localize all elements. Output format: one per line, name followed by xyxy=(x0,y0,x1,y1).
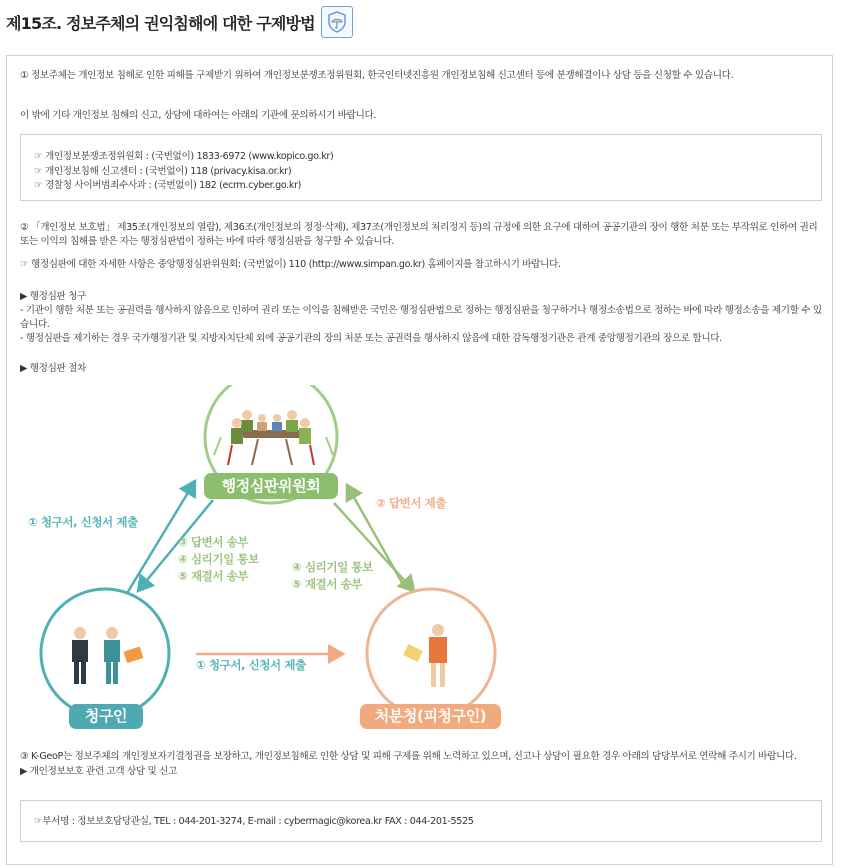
label-left-ruling: ⑤ 재결서 송부 xyxy=(178,569,249,583)
claim-line-1: - 기관이 행한 처분 또는 공권력을 행사하지 않음으로 인하여 권리 또는 이익을 침해받은 국민은 행정심판법으로 정하는 행정심판을 청구하거나 행정소송법으로 정하는 바에 따라 행정소송을 제기할 수 있 xyxy=(20,305,822,316)
claimant-label: 청구인 xyxy=(69,704,143,729)
contact-kisa: ☞ 개인정보침해 신고센터 : (국번없이) 118 (privacy.kisa.or.kr) xyxy=(34,166,292,177)
claim-heading: ▶ 행정심판 청구 xyxy=(20,291,86,302)
label-right-answer: ② 답변서 제출 xyxy=(376,496,447,510)
section2-line-2: 또는 이익의 침해를 받은 자는 행정심판법이 정하는 바에 따라 행정심판을 청구할 수 있습니다. xyxy=(20,236,394,247)
label-right-ruling: ⑤ 재결서 송부 xyxy=(292,577,363,591)
committee-label: 행정심판위원회 xyxy=(204,473,338,499)
simpan-note: ☞ 행정심판에 대한 자세한 사항은 중앙행정심판위원회: (국번없이) 110 (http://www.simpan.go.kr) 홈페이지를 참고하시기 바랍니다. xyxy=(20,259,561,270)
label-left-answer: ③ 답변서 송부 xyxy=(178,535,249,549)
section3-line-1: ③ K-GeoP는 정보주체의 개인정보자기결정권을 보장하고, 개인정보침해로 인한 상담 및 피해 구제를 위해 노력하고 있으며, 신고나 상담이 필요한 경우 아래의 담당부서로 연락해 주시기 바랍니다. xyxy=(20,751,797,762)
claimant-illustration xyxy=(41,589,169,717)
intro-line-1: ① 정보주체는 개인정보 침해로 인한 피해를 구제받기 위하여 개인정보분쟁조정위원회, 한국인터넷진흥원 개인정보침해 신고센터 등에 분쟁해결이나 상담 등을 신청할 수 있습니다. xyxy=(20,70,734,81)
title-row xyxy=(6,6,353,38)
department-contact: ☞부서명 : 정보보호담당관실, TEL : 044-201-3274, E-mail : cybermagic@korea.kr FAX : 044-201-5525 xyxy=(34,816,474,827)
section3-line-2: ▶ 개인정보보호 관련 고객 상담 및 신고 xyxy=(20,766,177,777)
section2-line-1: ② 「개인정보 보호법」 제35조(개인정보의 열람), 제36조(개인정보의 정정·삭제), 제37조(개인정보의 처리정지 등)의 규정에 의한 요구에 대하여 공공기관의 장이 행한 처분 또는 부작위로 인하여 권리 xyxy=(20,222,818,233)
agency-label: 처분청(피청구인) xyxy=(360,704,501,729)
procedure-diagram xyxy=(0,385,845,735)
label-left-submit: ① 청구서, 신청서 제출 xyxy=(28,515,138,529)
contact-kopico: ☞ 개인정보분쟁조정위원회 : (국번없이) 1833-6972 (www.kopico.go.kr) xyxy=(34,151,334,162)
intro-line-2: 이 밖에 기타 개인정보 침해의 신고, 상담에 대하여는 아래의 기관에 문의하시기 바랍니다. xyxy=(20,110,377,121)
label-right-hearing: ④ 심리기일 통보 xyxy=(292,560,373,574)
label-bottom-submit: ① 청구서, 신청서 제출 xyxy=(196,658,306,672)
claim-line-3: - 행정심판을 제기하는 경우 국가행정기관 및 지방자치단체 외에 공공기관의 장의 처분 또는 공권력을 행사하지 않음에 대한 감독행정기관은 관계 중앙행정기관의 장으로 합니다. xyxy=(20,333,722,344)
label-left-hearing: ④ 심리기일 통보 xyxy=(178,552,259,566)
umbrella-shield-icon xyxy=(321,6,353,38)
claim-line-2: 습니다. xyxy=(20,319,50,330)
contact-police: ☞ 경찰청 사이버범죄수사과 : (국번없이) 182 (ecrm.cyber.go.kr) xyxy=(34,180,302,191)
procedure-heading: ▶ 행정심판 절차 xyxy=(20,363,86,374)
agency-illustration xyxy=(367,589,495,717)
page-title: 제15조. 정보주체의 권익침해에 대한 구제방법 xyxy=(6,13,315,33)
